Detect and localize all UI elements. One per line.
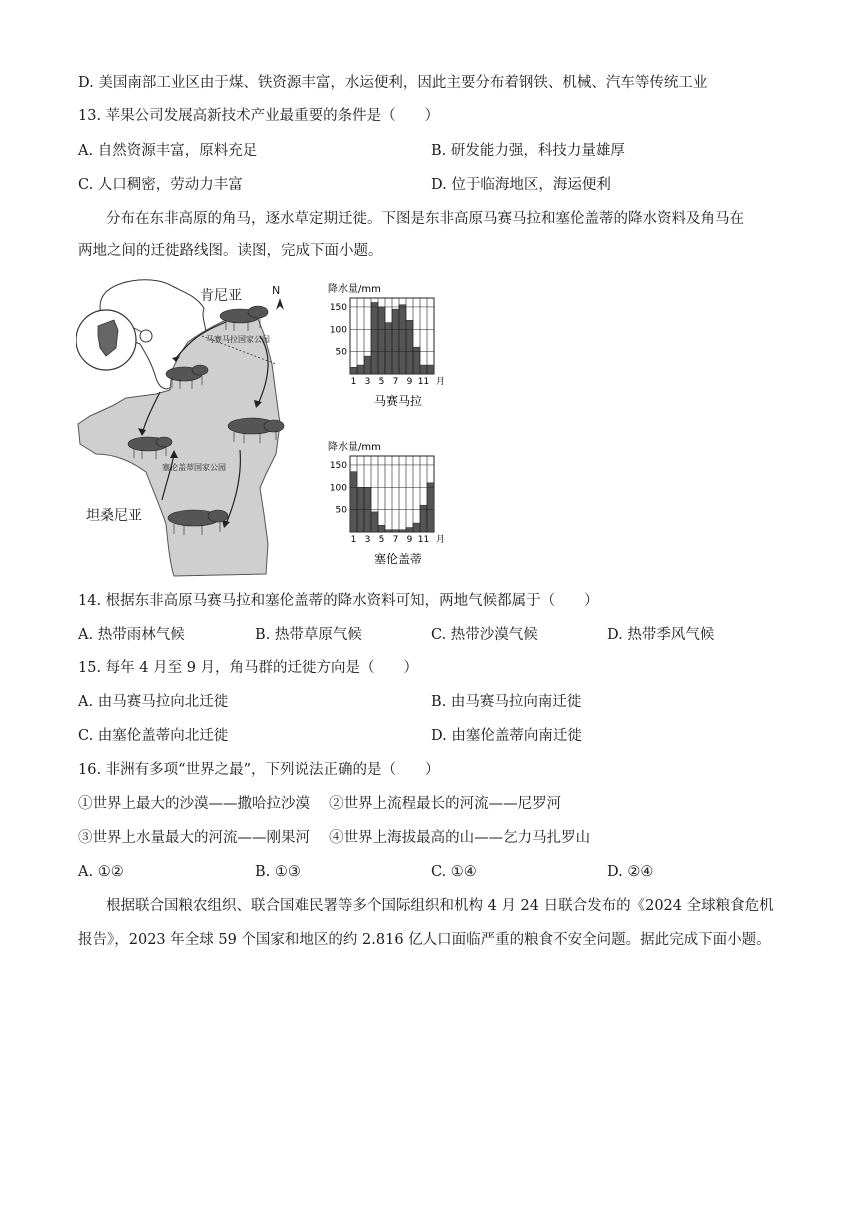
q16-statement-line1: ①世界上最大的沙漠——撒哈拉沙漠 ②世界上流程最长的河流——尼罗河 (78, 796, 562, 812)
chart1-bar-4 (371, 302, 378, 374)
chart2-ytick-label: 100 (329, 483, 347, 494)
chart1-bar-9 (406, 320, 413, 374)
chart1-bar-12 (427, 365, 434, 374)
chart1-bar-1 (350, 367, 357, 374)
chart1-xlabel: 月 (436, 377, 446, 387)
chart2-bar-8 (399, 530, 406, 532)
chart2-bar-11 (420, 505, 427, 532)
q13-option-d: D. 位于临海地区，海运便利 (431, 177, 611, 193)
north-arrow-icon (276, 298, 284, 310)
tanzania-label: 坦桑尼亚 (86, 508, 142, 524)
chart1-bar-10 (413, 347, 420, 374)
q14-option-d: D. 热带季风气候 (607, 627, 715, 643)
masai-mara-chart (318, 280, 448, 408)
chart2-bar-4 (371, 512, 378, 532)
chart1-bar-2 (357, 365, 364, 374)
chart1-ytick-label: 150 (329, 302, 347, 313)
chart2-xtick-label: 5 (378, 535, 385, 545)
q14-option-c: C. 热带沙漠气候 (431, 627, 538, 643)
chart1-bar-7 (392, 309, 399, 374)
q16-option-a: A. ①② (78, 864, 124, 880)
q14-option-a: A. 热带雨林气候 (78, 627, 185, 643)
chart1-ytick-label: 50 (335, 347, 347, 358)
q14-option-b: B. 热带草原气候 (255, 627, 362, 643)
q13-option-c: C. 人口稠密，劳动力丰富 (78, 177, 243, 193)
chart2-bar-1 (350, 472, 357, 532)
chart2-xtick-label: 1 (350, 535, 357, 545)
chart1-ytick-label: 100 (329, 325, 347, 336)
serengeti-chart (318, 438, 448, 566)
q16-option-c: C. ①④ (431, 864, 477, 880)
q15-option-d: D. 由塞伦盖蒂向南迁徙 (431, 728, 582, 744)
q16-option-d: D. ②④ (607, 864, 654, 880)
intro2-line2: 报告》，2023 年全球 59 个国家和地区的约 2.816 亿人口面临严重的粮食不安全问题。据此完成下面小题。 (78, 932, 771, 948)
q13-option-b: B. 研发能力强，科技力量雄厚 (431, 143, 625, 159)
chart2-xtick-label: 9 (406, 535, 413, 545)
masai-park-label: 马赛马拉国家公园 (206, 335, 270, 344)
chart2-bar-9 (406, 528, 413, 532)
intro2-line1: 根据联合国粮农组织、联合国难民署等多个国际组织和机构 4 月 24 日联合发布的《2024 全球粮食危机 (106, 898, 774, 914)
chart1-title: 马赛马拉 (373, 394, 423, 408)
q16-option-b: B. ①③ (255, 864, 301, 880)
chart2-bar-6 (385, 530, 392, 532)
chart2-ylabel: 降水量/mm (328, 442, 381, 453)
chart1-bar-5 (378, 307, 385, 374)
migration-map (76, 274, 296, 579)
intro1-line2: 两地之间的迁徙路线图。读图，完成下面小题。 (78, 243, 383, 259)
chart1-xtick-label: 9 (406, 377, 413, 387)
chart1-xtick-label: 1 (350, 377, 357, 387)
chart2-ytick-label: 150 (329, 460, 347, 471)
chart1-xtick-label: 11 (417, 377, 430, 387)
q16-stem: 16. 非洲有多项“世界之最”，下列说法正确的是（ ） (78, 762, 440, 778)
chart2-bar-12 (427, 483, 434, 532)
chart2-ytick-label: 50 (335, 505, 347, 516)
serengeti-park-label: 塞伦盖蒂国家公园 (162, 463, 226, 472)
q15-option-a: A. 由马赛马拉向北迁徙 (78, 694, 229, 710)
q15-stem: 15. 每年 4 月至 9 月，角马群的迁徙方向是（ ） (78, 660, 419, 676)
chart1-bar-11 (420, 365, 427, 374)
chart2-xtick-label: 7 (392, 535, 399, 545)
chart2-xtick-label: 11 (417, 535, 430, 545)
chart1-bar-8 (399, 305, 406, 374)
q15-option-b: B. 由马赛马拉向南迁徙 (431, 694, 582, 710)
chart2-xlabel: 月 (436, 535, 446, 545)
q13-stem: 13. 苹果公司发展高新技术产业最重要的条件是（ ） (78, 108, 440, 124)
chart2-title: 塞伦盖蒂 (373, 552, 423, 566)
kenya-label: 肯尼亚 (200, 288, 242, 304)
q14-stem: 14. 根据东非高原马赛马拉和塞伦盖蒂的降水资料可知，两地气候都属于（ ） (78, 593, 599, 609)
chart2-bar-5 (378, 525, 385, 532)
intro1-line1: 分布在东非高原的角马，逐水草定期迁徙。下图是东非高原马赛马拉和塞伦盖蒂的降水资料及角马在 (106, 211, 744, 227)
chart2-bar-7 (392, 530, 399, 532)
q15-option-c: C. 由塞伦盖蒂向北迁徙 (78, 728, 229, 744)
q12-option-d: D. 美国南部工业区由于煤、铁资源丰富，水运便利，因此主要分布着钢铁、机械、汽车等传统工业 (78, 75, 708, 91)
chart1-ylabel: 降水量/mm (328, 284, 381, 295)
chart2-bar-10 (413, 523, 420, 532)
chart1-bar-3 (364, 356, 371, 374)
chart1-xtick-label: 5 (378, 377, 385, 387)
chart1-xtick-label: 7 (392, 377, 399, 387)
q13-option-a: A. 自然资源丰富，原料充足 (78, 143, 258, 159)
chart1-bar-6 (385, 323, 392, 374)
north-label: N (272, 284, 281, 297)
q16-statement-line2: ③世界上水量最大的河流——刚果河 ④世界上海拔最高的山——乞力马扎罗山 (78, 830, 591, 846)
chart1-xtick-label: 3 (364, 377, 371, 387)
chart2-xtick-label: 3 (364, 535, 371, 545)
